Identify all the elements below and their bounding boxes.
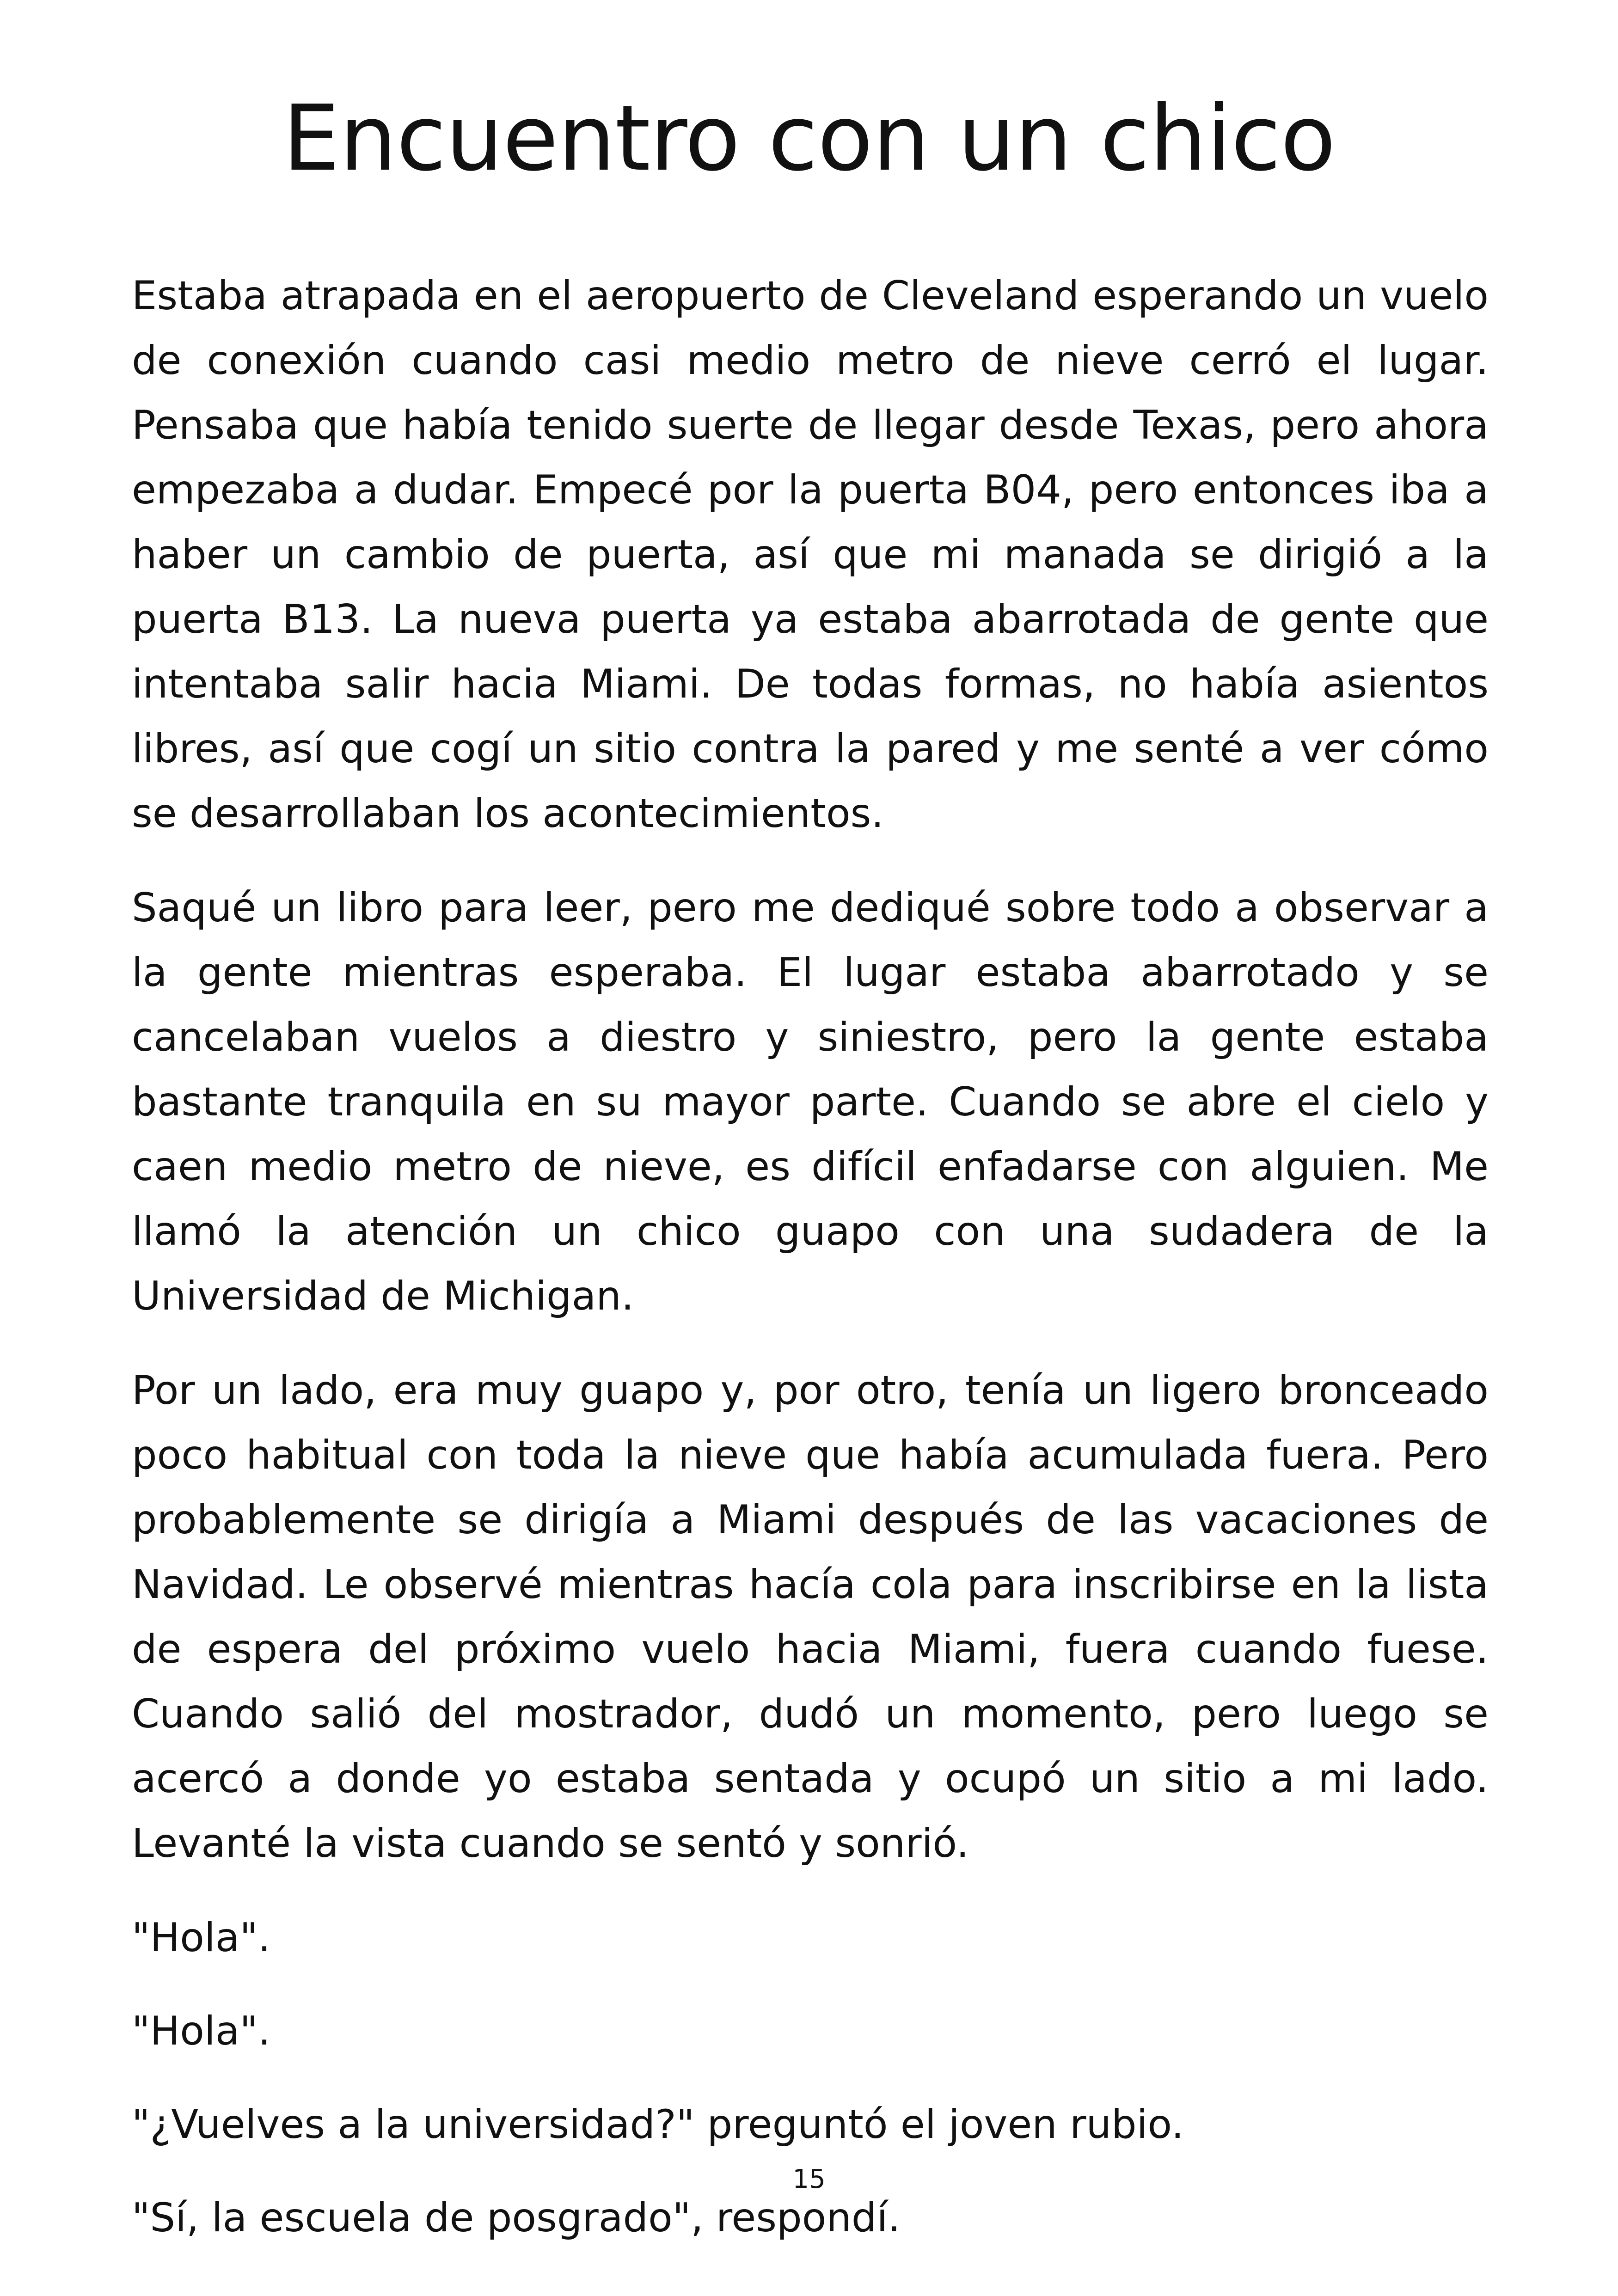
paragraph: Estaba atrapada en el aeropuerto de Cleveland esperando un vuelo de conexión cuando casi medio metro de nieve cerró el lugar. Pensaba que había tenido suerte de llegar desde Texas, pero ahora empezaba a dudar. Empecé por la puerta B04, pero entonces iba a haber un cambio de puerta, así que mi manada se dirigió a la puerta B13. La nueva puerta ya estaba abarrotada de gente que intentaba salir hacia Miami. De todas formas, no había asientos libres, así que cogí un sitio contra la pared y me senté a ver cómo se desarrollaban los acontecimientos. <box>132 273 1489 837</box>
paragraph: Por un lado, era muy guapo y, por otro, tenía un ligero bronceado poco habitual con toda la nieve que había acumulada fuera. Pero probablemente se dirigía a Miami después de las vacaciones de Navidad. Le observé mientras hacía cola para inscribirse en la lista de espera del próximo vuelo hacia Miami, fuera cuando fuese. Cuando salió del mostrador, dudó un momento, pero luego se acercó a donde yo estaba sentada y ocupó un sitio a mi lado. Levanté la vista cuando se sentó y sonrió. <box>132 1367 1489 1867</box>
dialogue-line: "Sí, la escuela de posgrado", respondí. <box>132 2195 901 2241</box>
dialogue-line: "Hola". <box>132 1915 271 1961</box>
page-number: 15 <box>792 2164 826 2194</box>
paragraph: Saqué un libro para leer, pero me dediqué sobre todo a observar a la gente mientras esperaba. El lugar estaba abarrotado y se cancelaban vuelos a diestro y siniestro, pero la gente estaba bastante tranquila en su mayor parte. Cuando se abre el cielo y caen medio metro de nieve, es difícil enfadarse con alguien. Me llamó la atención un chico guapo con una sudadera de la Universidad de Michigan. <box>132 885 1489 1319</box>
chapter-body <box>132 263 1489 2279</box>
chapter-title: Encuentro con un chico <box>282 86 1336 191</box>
dialogue-line: "Hola". <box>132 2008 271 2054</box>
dialogue-line: "¿Vuelves a la universidad?" preguntó el joven rubio. <box>132 2101 1184 2148</box>
